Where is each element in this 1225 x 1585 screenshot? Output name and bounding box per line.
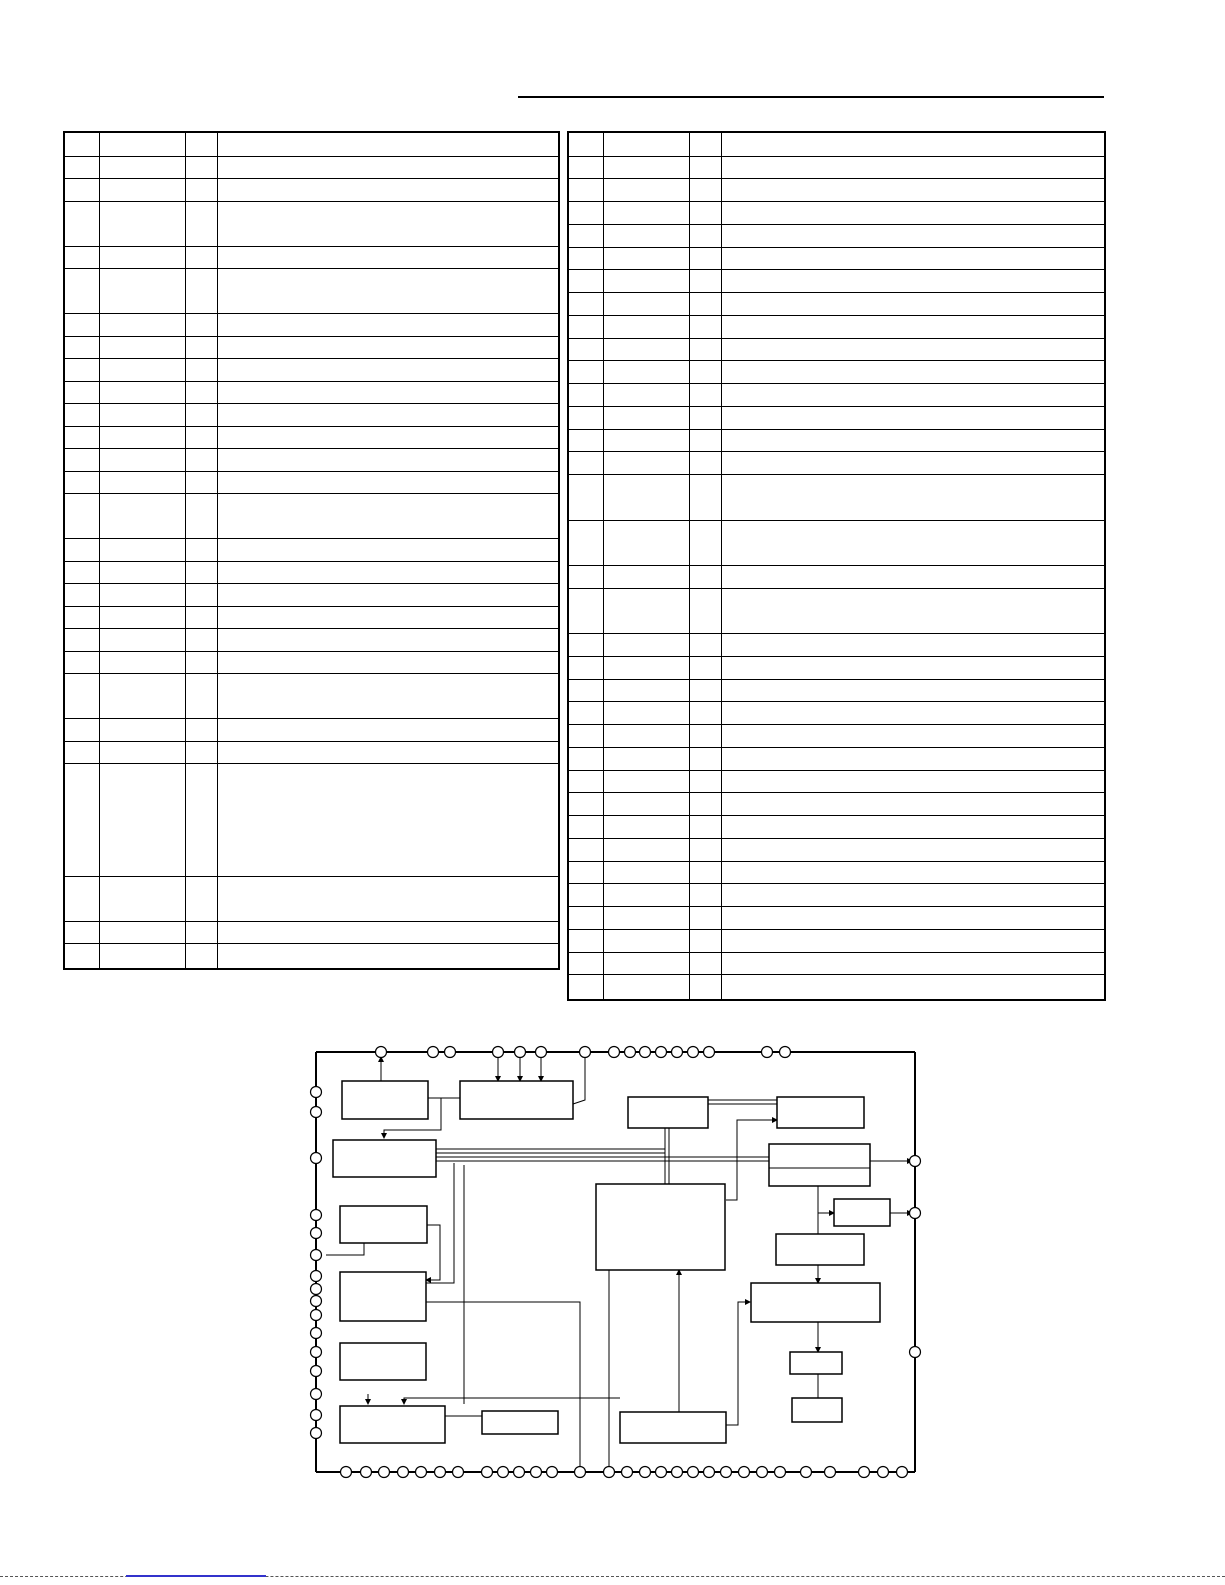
pin-circle	[398, 1467, 409, 1478]
pin-circle	[825, 1467, 836, 1478]
pin-circle	[493, 1047, 504, 1058]
pin-circle	[311, 1428, 322, 1439]
pin-circle	[311, 1366, 322, 1377]
pin-circle	[341, 1467, 352, 1478]
pin-circle	[311, 1210, 322, 1221]
diagram-block	[769, 1144, 870, 1186]
pin-circle	[739, 1467, 750, 1478]
pin-circle	[897, 1467, 908, 1478]
pin-circle	[704, 1467, 715, 1478]
pin-circle	[757, 1467, 768, 1478]
pin-circle	[780, 1047, 791, 1058]
pin-circle	[801, 1467, 812, 1478]
pin-circle	[536, 1047, 547, 1058]
pin-circle	[622, 1467, 633, 1478]
pin-circle	[379, 1467, 390, 1478]
pin-circle	[762, 1047, 773, 1058]
pin-circle	[311, 1310, 322, 1321]
pin-circle	[376, 1047, 387, 1058]
diagram-block	[777, 1097, 864, 1128]
pin-circle	[580, 1047, 591, 1058]
pin-circle	[311, 1107, 322, 1118]
pin-circle	[445, 1047, 456, 1058]
pin-circle	[656, 1047, 667, 1058]
pin-circle	[547, 1467, 558, 1478]
pin-circle	[311, 1271, 322, 1282]
pin-circle	[482, 1467, 493, 1478]
pin-circle	[453, 1467, 464, 1478]
diagram-block	[628, 1097, 708, 1128]
pin-circle	[640, 1467, 651, 1478]
pin-circle	[640, 1047, 651, 1058]
pin-circle	[910, 1208, 921, 1219]
pin-circle	[311, 1250, 322, 1261]
pin-circle	[514, 1467, 525, 1478]
pin-circle	[515, 1047, 526, 1058]
pin-circle	[531, 1467, 542, 1478]
pin-circle	[609, 1047, 620, 1058]
pin-circle	[672, 1467, 683, 1478]
diagram-block	[482, 1411, 558, 1434]
footer-link[interactable]	[126, 1575, 266, 1577]
diagram-block	[620, 1412, 726, 1443]
diagram-block	[834, 1199, 890, 1226]
pin-circle	[775, 1467, 786, 1478]
pin-circle	[672, 1047, 683, 1058]
diagram-block	[792, 1398, 842, 1422]
diagram-block	[342, 1081, 428, 1119]
pin-circle	[311, 1347, 322, 1358]
diagram-block	[751, 1283, 880, 1322]
pin-circle	[688, 1047, 699, 1058]
diagram-block	[340, 1206, 427, 1243]
diagram-block	[340, 1272, 426, 1321]
pin-circle	[311, 1087, 322, 1098]
pin-circle	[704, 1047, 715, 1058]
pin-circle	[435, 1467, 446, 1478]
pin-circle	[604, 1467, 615, 1478]
pin-circle	[311, 1153, 322, 1164]
pin-circle	[361, 1467, 372, 1478]
pin-circle	[859, 1467, 870, 1478]
pin-circle	[656, 1467, 667, 1478]
pin-circle	[311, 1410, 322, 1421]
pin-circle	[311, 1328, 322, 1339]
pin-circle	[910, 1347, 921, 1358]
pin-circle	[416, 1467, 427, 1478]
diagram-block	[340, 1406, 445, 1443]
pin-circle	[311, 1284, 322, 1295]
diagram-block	[776, 1234, 864, 1265]
pin-circle	[428, 1047, 439, 1058]
pin-circle	[688, 1467, 699, 1478]
pin-circle	[625, 1047, 636, 1058]
diagram-block	[596, 1184, 725, 1270]
pin-circle	[311, 1389, 322, 1400]
pin-circle	[878, 1467, 889, 1478]
diagram-block	[340, 1343, 426, 1380]
diagram-block	[333, 1140, 436, 1177]
pin-circle	[910, 1156, 921, 1167]
pin-circle	[721, 1467, 732, 1478]
pin-circle	[311, 1296, 322, 1307]
pin-circle	[498, 1467, 509, 1478]
pin-circle	[575, 1467, 586, 1478]
pin-circle	[311, 1228, 322, 1239]
diagram-block	[790, 1352, 842, 1374]
diagram-block	[460, 1081, 573, 1119]
